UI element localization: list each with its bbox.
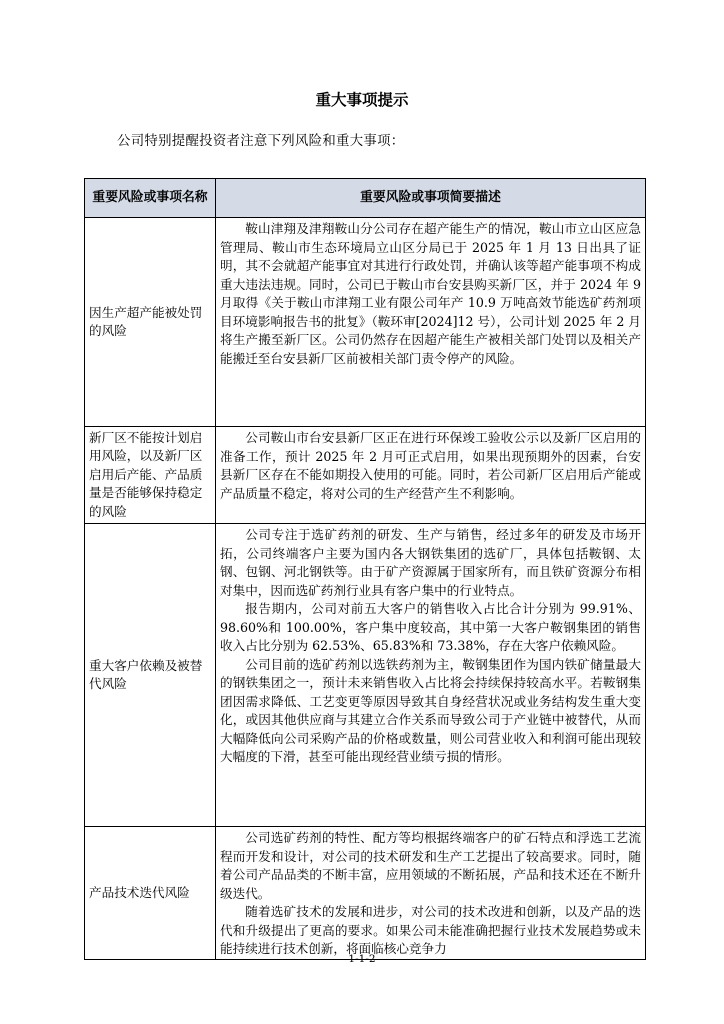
- risk-name: 重大客户依赖及被替代风险: [85, 524, 216, 827]
- description-paragraph: 公司专注于选矿药剂的研发、生产与销售，经过多年的研发及市场开拓，公司终端客户主要为国内各大钢铁集团的选矿厂，具体包括鞍钢、太钢、包钢、河北钢铁等。由于矿产资源属于国家所有，而且铁矿资源分布相对集中，因而选矿药剂行业具有客户集中的行业特点。: [220, 527, 641, 598]
- description-paragraph: 公司选矿药剂的特性、配方等均根据终端客户的矿石特点和浮选工艺流程而开发和设计，对公司的技术研发和生产工艺提出了较高要求。同时，随着公司产品品类的不断丰富，应用领域的不断拓展，产品和技术还在不断升级迭代。: [220, 830, 641, 901]
- table-row: [85, 524, 646, 827]
- risk-description: [216, 524, 646, 827]
- risk-description: [216, 218, 646, 427]
- page-title: 重大事项提示: [315, 91, 409, 109]
- header-risk-description: 重要风险或事项简要描述: [216, 179, 646, 218]
- description-paragraph: 鞍山津翔及津翔鞍山分公司存在超产能生产的情况，鞍山市立山区应急管理局、鞍山市生态环境局立山区分局已于 2025 年 1 月 13 日出具了证明，其不会就超产能事宜对其进行行政处罚，并确认该等超产能事项不构成重大违法违规。同时，公司已于鞍山市台安县购买新厂区，并于 2024 年 9 月取得《关于鞍山市津翔工业有限公司年产 10.9 万吨高效节能选矿药剂项目环境影响报告书的批复》（鞍环审[2024]12 号），公司计划 2025 年 2 月将生产搬至新厂区。公司仍然存在因超产能生产被相关部门处罚以及相关产能搬迁至台安县新厂区前被相关部门责令停产的风险。: [220, 221, 641, 366]
- table-header-row: [85, 179, 646, 218]
- header-risk-name: 重要风险或事项名称: [85, 179, 216, 218]
- page-number: 1-1-2: [348, 953, 376, 965]
- table-row: [85, 827, 646, 960]
- intro-text: 公司特别提醒投资者注意下列风险和重大事项：: [117, 134, 405, 149]
- risk-table: [84, 178, 646, 960]
- risk-description: [216, 427, 646, 524]
- description-paragraph: 公司目前的选矿药剂以选铁药剂为主，鞍钢集团作为国内铁矿储量最大的钢铁集团之一，预计未来销售收入占比将会持续保持较高水平。若鞍钢集团因需求降低、工艺变更等原因导致其自身经营状况或业务结构发生重大变化，或因其他供应商与其建立合作关系而导致公司于产业链中被替代，从而大幅降低向公司采购产品的价格或数量，则公司营业收入和利润可能出现较大幅度的下滑，甚至可能出现经营业绩亏损的情形。: [220, 656, 641, 764]
- risk-description: [216, 827, 646, 960]
- table-row: [85, 218, 646, 427]
- description-paragraph: 公司鞍山市台安县新厂区正在进行环保竣工验收公示以及新厂区启用的准备工作，预计 2025 年 2 月可正式启用，如果出现预期外的因素，台安县新厂区存在不能如期投入使用的可能。同时，若公司新厂区启用后产能或产品质量不稳定，将对公司的生产经营产生不利影响。: [220, 430, 641, 501]
- description-paragraph: 报告期内，公司对前五大客户的销售收入占比合计分别为 99.91%、98.60%和 100.00%，客户集中度较高，其中第一大客户鞍钢集团的销售收入占比分别为 62.53%、65.83%和 73.38%，存在大客户依赖风险。: [220, 601, 641, 653]
- risk-name: 因生产超产能被处罚的风险: [85, 218, 216, 427]
- description-paragraph: 随着选矿技术的发展和进步，对公司的技术改进和创新，以及产品的迭代和升级提出了更高的要求。如果公司未能准确把握行业技术发展趋势或未能持续进行技术创新，将面临核心竞争力: [220, 904, 641, 956]
- risk-name: 新厂区不能按计划启用风险，以及新厂区启用后产能、产品质量是否能够保持稳定的风险: [85, 427, 216, 524]
- risk-name: 产品技术迭代风险: [85, 827, 216, 960]
- table-row: [85, 427, 646, 524]
